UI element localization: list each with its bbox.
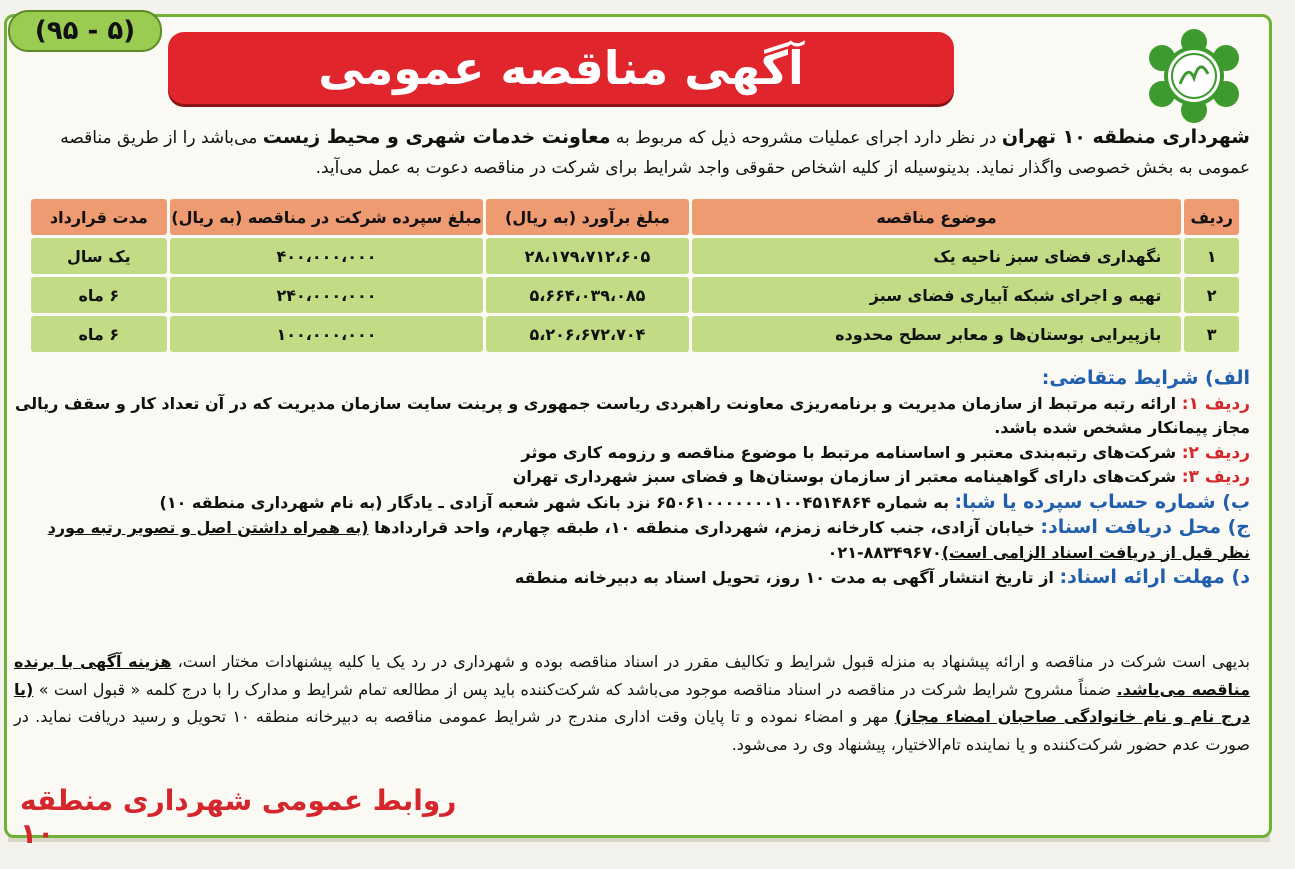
intro-text-1: در نظر دارد اجرای عملیات مشروحه ذیل که مربوط به [610,128,1002,148]
row-duration: یک سال [31,238,167,274]
row-number: ۲ [1184,277,1239,313]
header-duration: مدت قرارداد [31,199,167,235]
row-deposit: ۴۰۰،۰۰۰،۰۰۰ [170,238,484,274]
condition-row-3 [14,465,1250,490]
ad-code-badge: (۹۵ - ۵) [8,10,162,52]
section-b-text: به شماره ۶۵۰۶۱۰۰۰۰۰۰۰۱۰۰۴۵۱۴۸۶۴ نزد بانک شهر شعبه آزادی ـ یادگار (به نام شهرداری منطقه ۱۰) [159,492,955,512]
closing-paragraph [14,648,1250,758]
conditions-section [14,366,1250,591]
condition-row-2-label: ردیف ۲: [1181,442,1250,463]
closing-ad-cost: هزینه آگهی با برنده مناقصه می‌باشد. [14,652,1251,699]
condition-row-1 [14,392,1250,441]
intro-paragraph [14,122,1250,183]
row-estimate: ۲۸،۱۷۹،۷۱۲،۶۰۵ [486,238,688,274]
section-c [14,515,1250,565]
row-subject: نگهداری فضای سبز ناحیه یک [692,238,1182,274]
section-d-text: از تاریخ انتشار آگهی به مدت ۱۰ روز، تحویل اسناد به دبیرخانه منطقه [514,568,1060,587]
intro-municipality: شهرداری منطقه ۱۰ تهران [1001,126,1250,148]
closing-signature-note: (با درج نام و نام خانوادگی صاحبان امضاء مجاز) [14,679,1250,726]
closing-text-3: مهر و امضاء نموده و تا پایان وقت اداری مندرج در شرایط عمومی مناقصه به دبیرخانه منطقه ۱۰ تحویل و رسید دریافت نماید. در صورت عدم حضور شرکت‌کننده و یا نماینده تام‌الاختیار، پیشنهاد وی رد می‌شود. [14,707,1250,754]
condition-row-2 [14,441,1250,466]
closing-text-2: ضمناً مشروح شرایط شرکت در مناقصه در اسناد مناقصه موجود می‌باشد که شرکت‌کننده باید پس از مطالعه تمام شرایط و مدارک را با درج کلمه « قبول است » [33,679,1117,699]
header-subject: موضوع مناقصه [692,199,1182,235]
row-subject: تهیه و اجرای شبکه آبیاری فضای سبز [692,277,1182,313]
condition-row-3-text: شرکت‌های دارای گواهینامه معتبر از سازمان بوستان‌ها و فضای سبز شهرداری تهران [512,467,1182,486]
row-duration: ۶ ماه [31,316,167,352]
row-deposit: ۱۰۰،۰۰۰،۰۰۰ [170,316,484,352]
section-d-title: د) مهلت ارائه اسناد: [1059,566,1250,588]
section-c-phone: ۰۲۱-۸۸۳۴۹۶۷۰ [822,542,942,562]
header-deposit: مبلغ سپرده شرکت در مناقصه (به ریال) [170,199,484,235]
condition-row-1-text: ارائه رتبه مرتبط از سازمان مدیریت و برنامه‌ریزی معاونت راهبردی ریاست جمهوری و پرینت سایت سازمان مدیریت که در آن تعداد کار و سقف ریالی مجاز پیمانکار مشخص شده باشد. [14,393,1250,437]
table-row [31,277,1239,313]
row-number: ۳ [1184,316,1239,352]
tehran-municipality-logo-icon [1140,28,1248,124]
row-subject: بازپیرایی بوستان‌ها و معابر سطح محدوده [692,316,1182,352]
row-estimate: ۵،۲۰۶،۶۷۲،۷۰۴ [486,316,688,352]
intro-text-2: می‌باشد را از طریق مناقصه عمومی به بخش خصوصی واگذار نماید. بدینوسیله از کلیه اشخاص حقوقی واجد شرایط برای شرکت در مناقصه دعوت به عمل می‌آید. [60,128,1250,178]
condition-row-2-text: شرکت‌های رتبه‌بندی معتبر و اساسنامه مرتبط با موضوع مناقصه و رزومه کاری موثر [521,442,1182,462]
condition-row-3-label: ردیف ۳: [1181,467,1250,487]
table-header-row [31,199,1239,235]
public-relations-signature: روابط عمومی شهرداری منطقه ۱۰ [20,784,457,850]
table-row [31,316,1239,352]
row-deposit: ۲۴۰،۰۰۰،۰۰۰ [170,277,484,313]
section-d [14,565,1250,591]
closing-text-1: بدیهی است شرکت در مناقصه و ارائه پیشنهاد به منزله قبول شرایط و تکالیف مقرر در اسناد مناقصه بوده و شهرداری در رد یک یا کلیه پیشنهادات مختار است، [171,652,1251,671]
section-a-title: الف) شرایط متقاضی: [1041,367,1250,389]
tender-table [28,196,1242,355]
section-c-note: (به همراه داشتن اصل و تصویر رتبه مورد نظر قبل از دریافت اسناد الزامی است) [47,518,1250,562]
table-row [31,238,1239,274]
header-row-number: ردیف [1184,199,1239,235]
ad-title: آگهی مناقصه عمومی [318,41,804,95]
row-estimate: ۵،۶۶۴،۰۳۹،۰۸۵ [486,277,688,313]
header-estimate: مبلغ برآورد (به ریال) [486,199,688,235]
section-b [14,490,1250,516]
intro-department: معاونت خدمات شهری و محیط زیست [262,126,611,148]
section-b-title: ب) شماره حساب سپرده یا شبا: [954,490,1250,513]
row-number: ۱ [1184,238,1239,274]
section-c-text: خیابان آزادی، جنب کارخانه زمزم، شهرداری منطقه ۱۰، طبقه چهارم، واحد قراردادها [368,518,1041,537]
row-duration: ۶ ماه [31,277,167,313]
ad-title-banner [168,32,954,104]
condition-row-1-label: ردیف ۱: [1181,393,1250,414]
section-c-title: ج) محل دریافت اسناد: [1040,516,1250,538]
